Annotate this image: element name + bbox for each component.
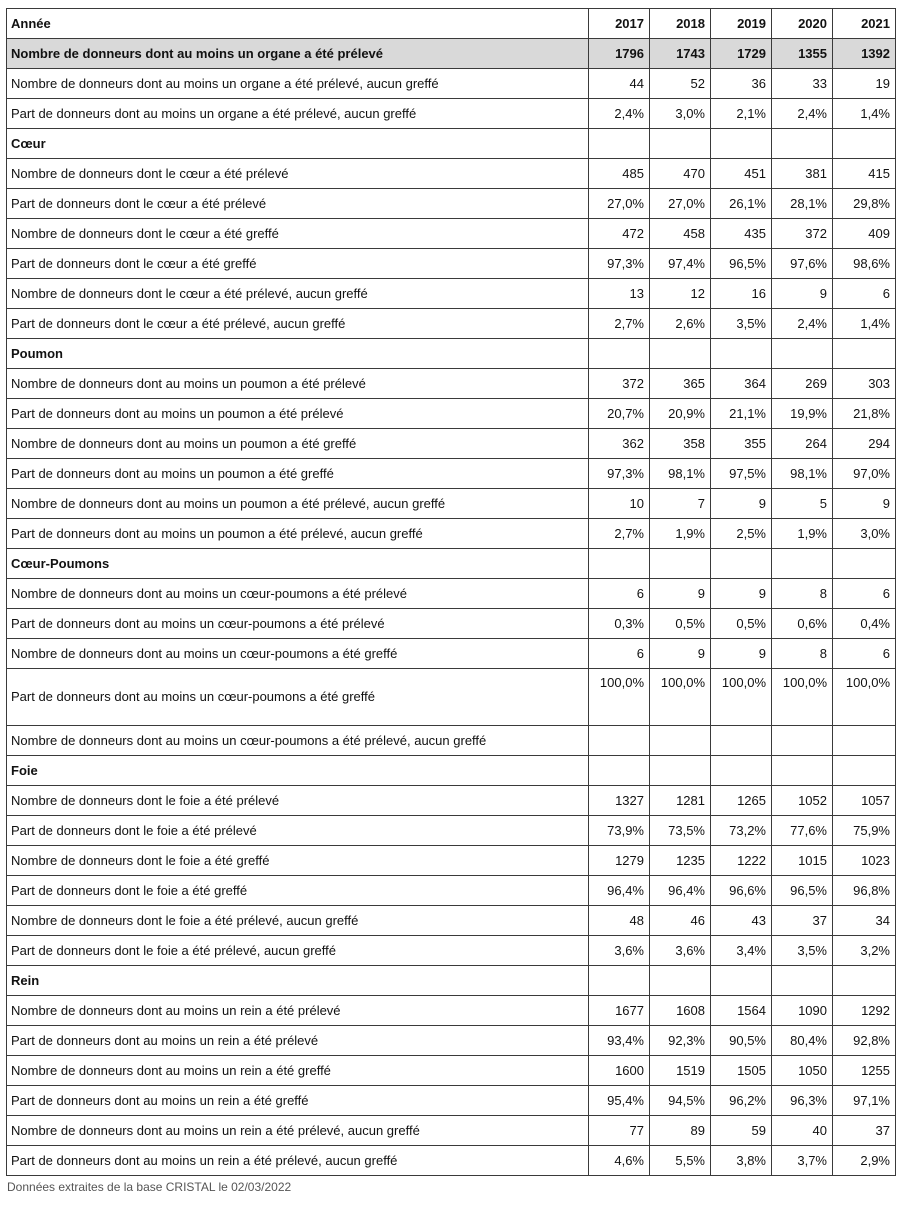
section-row xyxy=(7,966,896,996)
total-row xyxy=(7,39,896,69)
value-cell: 96,4% xyxy=(589,876,650,906)
value-cell: 98,1% xyxy=(772,459,833,489)
table-row xyxy=(7,1056,896,1086)
value-cell xyxy=(711,726,772,756)
value-cell: 3,0% xyxy=(833,519,896,549)
value-cell: 16 xyxy=(711,279,772,309)
table-row xyxy=(7,189,896,219)
value-cell: 1519 xyxy=(650,1056,711,1086)
value-cell: 27,0% xyxy=(589,189,650,219)
value-cell: 96,5% xyxy=(711,249,772,279)
table-row xyxy=(7,309,896,339)
value-cell: 37 xyxy=(833,1116,896,1146)
value-cell: 34 xyxy=(833,906,896,936)
value-cell: 6 xyxy=(833,639,896,669)
value-cell xyxy=(772,966,833,996)
value-cell: 43 xyxy=(711,906,772,936)
value-cell: 96,8% xyxy=(833,876,896,906)
value-cell: 1,4% xyxy=(833,309,896,339)
document xyxy=(6,8,895,1194)
value-cell: 92,8% xyxy=(833,1026,896,1056)
value-cell: 1050 xyxy=(772,1056,833,1086)
row-label: Part de donneurs dont le cœur a été prélevé xyxy=(7,189,589,219)
value-cell: 46 xyxy=(650,906,711,936)
value-cell: 100,0% xyxy=(833,669,896,726)
row-label: Part de donneurs dont le foie a été prélevé, aucun greffé xyxy=(7,936,589,966)
value-cell: 98,1% xyxy=(650,459,711,489)
value-cell: 1279 xyxy=(589,846,650,876)
value-cell: 97,4% xyxy=(650,249,711,279)
row-label: Nombre de donneurs dont au moins un cœur-poumons a été prélevé xyxy=(7,579,589,609)
donor-statistics-table xyxy=(6,8,896,1176)
value-cell xyxy=(650,549,711,579)
value-cell xyxy=(833,756,896,786)
value-cell: 28,1% xyxy=(772,189,833,219)
value-cell: 1505 xyxy=(711,1056,772,1086)
value-cell: 372 xyxy=(772,219,833,249)
section-row xyxy=(7,339,896,369)
value-cell: 1235 xyxy=(650,846,711,876)
header-year: 2021 xyxy=(833,9,896,39)
value-cell: 470 xyxy=(650,159,711,189)
value-cell: 355 xyxy=(711,429,772,459)
row-label: Nombre de donneurs dont au moins un rein a été prélevé, aucun greffé xyxy=(7,1116,589,1146)
value-cell: 52 xyxy=(650,69,711,99)
value-cell: 19 xyxy=(833,69,896,99)
value-cell: 73,9% xyxy=(589,816,650,846)
row-label: Nombre de donneurs dont au moins un poumon a été prélevé, aucun greffé xyxy=(7,489,589,519)
value-cell xyxy=(711,129,772,159)
value-cell xyxy=(650,339,711,369)
value-cell: 37 xyxy=(772,906,833,936)
row-label: Nombre de donneurs dont le foie a été greffé xyxy=(7,846,589,876)
value-cell: 1090 xyxy=(772,996,833,1026)
row-label: Part de donneurs dont le foie a été prélevé xyxy=(7,816,589,846)
value-cell: 1327 xyxy=(589,786,650,816)
value-cell: 2,7% xyxy=(589,309,650,339)
value-cell: 48 xyxy=(589,906,650,936)
value-cell: 21,1% xyxy=(711,399,772,429)
header-year: 2020 xyxy=(772,9,833,39)
value-cell: 0,3% xyxy=(589,609,650,639)
value-cell xyxy=(589,129,650,159)
value-cell: 1255 xyxy=(833,1056,896,1086)
value-cell: 6 xyxy=(589,639,650,669)
value-cell: 33 xyxy=(772,69,833,99)
section-row xyxy=(7,129,896,159)
value-cell xyxy=(711,756,772,786)
value-cell: 3,5% xyxy=(711,309,772,339)
value-cell: 1743 xyxy=(650,39,711,69)
header-label: Année xyxy=(7,9,589,39)
value-cell: 96,6% xyxy=(711,876,772,906)
value-cell: 89 xyxy=(650,1116,711,1146)
value-cell: 12 xyxy=(650,279,711,309)
value-cell: 9 xyxy=(711,579,772,609)
value-cell: 0,5% xyxy=(650,609,711,639)
value-cell: 451 xyxy=(711,159,772,189)
value-cell xyxy=(772,549,833,579)
value-cell: 1392 xyxy=(833,39,896,69)
value-cell xyxy=(589,966,650,996)
value-cell: 97,3% xyxy=(589,249,650,279)
value-cell: 90,5% xyxy=(711,1026,772,1056)
value-cell: 2,5% xyxy=(711,519,772,549)
row-label: Part de donneurs dont au moins un cœur-poumons a été greffé xyxy=(7,669,589,726)
value-cell: 59 xyxy=(711,1116,772,1146)
row-label: Part de donneurs dont le cœur a été greffé xyxy=(7,249,589,279)
row-label: Nombre de donneurs dont au moins un organe a été prélevé, aucun greffé xyxy=(7,69,589,99)
value-cell: 13 xyxy=(589,279,650,309)
section-title: Cœur-Poumons xyxy=(7,549,589,579)
value-cell: 472 xyxy=(589,219,650,249)
table-row xyxy=(7,159,896,189)
value-cell: 1600 xyxy=(589,1056,650,1086)
value-cell: 97,6% xyxy=(772,249,833,279)
table-row xyxy=(7,489,896,519)
value-cell xyxy=(589,726,650,756)
row-label: Nombre de donneurs dont le cœur a été prélevé xyxy=(7,159,589,189)
section-title: Rein xyxy=(7,966,589,996)
table-row xyxy=(7,996,896,1026)
value-cell: 7 xyxy=(650,489,711,519)
table-header-row xyxy=(7,9,896,39)
value-cell: 44 xyxy=(589,69,650,99)
value-cell xyxy=(650,129,711,159)
row-label: Nombre de donneurs dont au moins un organe a été prélevé xyxy=(7,39,589,69)
value-cell: 6 xyxy=(833,279,896,309)
value-cell: 10 xyxy=(589,489,650,519)
value-cell: 294 xyxy=(833,429,896,459)
value-cell: 1677 xyxy=(589,996,650,1026)
value-cell: 3,5% xyxy=(772,936,833,966)
row-label: Nombre de donneurs dont au moins un cœur-poumons a été greffé xyxy=(7,639,589,669)
table-row xyxy=(7,99,896,129)
value-cell: 372 xyxy=(589,369,650,399)
value-cell: 97,0% xyxy=(833,459,896,489)
value-cell: 1,4% xyxy=(833,99,896,129)
value-cell: 3,6% xyxy=(650,936,711,966)
table-row xyxy=(7,609,896,639)
value-cell: 75,9% xyxy=(833,816,896,846)
table-row xyxy=(7,429,896,459)
value-cell: 97,5% xyxy=(711,459,772,489)
table-row xyxy=(7,669,896,726)
value-cell: 100,0% xyxy=(711,669,772,726)
table-row xyxy=(7,876,896,906)
table-row xyxy=(7,906,896,936)
value-cell: 1057 xyxy=(833,786,896,816)
table-row xyxy=(7,69,896,99)
table-row xyxy=(7,1146,896,1176)
value-cell: 100,0% xyxy=(589,669,650,726)
table-row xyxy=(7,399,896,429)
value-cell: 9 xyxy=(650,579,711,609)
table-row xyxy=(7,459,896,489)
value-cell xyxy=(772,726,833,756)
table-row xyxy=(7,1116,896,1146)
value-cell: 358 xyxy=(650,429,711,459)
value-cell: 20,9% xyxy=(650,399,711,429)
value-cell: 1052 xyxy=(772,786,833,816)
value-cell: 6 xyxy=(833,579,896,609)
value-cell: 381 xyxy=(772,159,833,189)
value-cell: 2,9% xyxy=(833,1146,896,1176)
value-cell xyxy=(650,966,711,996)
value-cell: 364 xyxy=(711,369,772,399)
value-cell: 92,3% xyxy=(650,1026,711,1056)
value-cell: 21,8% xyxy=(833,399,896,429)
section-row xyxy=(7,549,896,579)
table-row xyxy=(7,579,896,609)
value-cell: 0,6% xyxy=(772,609,833,639)
value-cell: 362 xyxy=(589,429,650,459)
header-year: 2018 xyxy=(650,9,711,39)
value-cell: 2,1% xyxy=(711,99,772,129)
value-cell: 485 xyxy=(589,159,650,189)
value-cell: 415 xyxy=(833,159,896,189)
value-cell xyxy=(833,129,896,159)
value-cell: 409 xyxy=(833,219,896,249)
value-cell: 0,5% xyxy=(711,609,772,639)
section-row xyxy=(7,756,896,786)
value-cell: 5 xyxy=(772,489,833,519)
value-cell: 435 xyxy=(711,219,772,249)
value-cell: 1608 xyxy=(650,996,711,1026)
table-row xyxy=(7,1026,896,1056)
section-title: Foie xyxy=(7,756,589,786)
row-label: Nombre de donneurs dont au moins un poumon a été greffé xyxy=(7,429,589,459)
value-cell: 26,1% xyxy=(711,189,772,219)
value-cell xyxy=(772,756,833,786)
value-cell: 3,4% xyxy=(711,936,772,966)
row-label: Part de donneurs dont au moins un rein a été greffé xyxy=(7,1086,589,1116)
value-cell: 1023 xyxy=(833,846,896,876)
value-cell: 6 xyxy=(589,579,650,609)
table-row xyxy=(7,786,896,816)
value-cell: 19,9% xyxy=(772,399,833,429)
value-cell: 9 xyxy=(772,279,833,309)
table-row xyxy=(7,1086,896,1116)
value-cell xyxy=(833,726,896,756)
row-label: Part de donneurs dont le foie a été greffé xyxy=(7,876,589,906)
section-title: Cœur xyxy=(7,129,589,159)
value-cell: 2,4% xyxy=(589,99,650,129)
value-cell xyxy=(650,756,711,786)
value-cell: 40 xyxy=(772,1116,833,1146)
table-row xyxy=(7,639,896,669)
value-cell: 303 xyxy=(833,369,896,399)
row-label: Part de donneurs dont au moins un poumon a été prélevé, aucun greffé xyxy=(7,519,589,549)
value-cell: 264 xyxy=(772,429,833,459)
row-label: Part de donneurs dont au moins un poumon a été prélevé xyxy=(7,399,589,429)
value-cell: 2,4% xyxy=(772,309,833,339)
value-cell: 1,9% xyxy=(772,519,833,549)
value-cell: 1292 xyxy=(833,996,896,1026)
row-label: Part de donneurs dont le cœur a été prélevé, aucun greffé xyxy=(7,309,589,339)
value-cell: 1,9% xyxy=(650,519,711,549)
value-cell: 95,4% xyxy=(589,1086,650,1116)
value-cell xyxy=(650,726,711,756)
table-body xyxy=(7,39,896,1176)
value-cell xyxy=(711,549,772,579)
section-title: Poumon xyxy=(7,339,589,369)
value-cell: 96,4% xyxy=(650,876,711,906)
value-cell: 3,8% xyxy=(711,1146,772,1176)
table-row xyxy=(7,519,896,549)
row-label: Part de donneurs dont au moins un organe a été prélevé, aucun greffé xyxy=(7,99,589,129)
table-row xyxy=(7,279,896,309)
value-cell: 5,5% xyxy=(650,1146,711,1176)
value-cell: 20,7% xyxy=(589,399,650,429)
value-cell: 77 xyxy=(589,1116,650,1146)
value-cell: 2,4% xyxy=(772,99,833,129)
value-cell xyxy=(772,339,833,369)
value-cell xyxy=(711,966,772,996)
value-cell: 80,4% xyxy=(772,1026,833,1056)
table-row xyxy=(7,249,896,279)
value-cell: 2,6% xyxy=(650,309,711,339)
value-cell: 1796 xyxy=(589,39,650,69)
value-cell: 0,4% xyxy=(833,609,896,639)
value-cell xyxy=(711,339,772,369)
value-cell: 3,0% xyxy=(650,99,711,129)
value-cell: 458 xyxy=(650,219,711,249)
value-cell: 3,2% xyxy=(833,936,896,966)
table-row xyxy=(7,219,896,249)
row-label: Nombre de donneurs dont le cœur a été prélevé, aucun greffé xyxy=(7,279,589,309)
value-cell xyxy=(833,966,896,996)
value-cell: 9 xyxy=(650,639,711,669)
value-cell: 93,4% xyxy=(589,1026,650,1056)
value-cell: 2,7% xyxy=(589,519,650,549)
value-cell: 1265 xyxy=(711,786,772,816)
row-label: Nombre de donneurs dont au moins un poumon a été prélevé xyxy=(7,369,589,399)
value-cell: 3,6% xyxy=(589,936,650,966)
table-row xyxy=(7,816,896,846)
value-cell: 96,2% xyxy=(711,1086,772,1116)
value-cell: 1015 xyxy=(772,846,833,876)
value-cell: 77,6% xyxy=(772,816,833,846)
value-cell: 9 xyxy=(711,489,772,519)
value-cell: 9 xyxy=(833,489,896,519)
table-row xyxy=(7,726,896,756)
value-cell: 98,6% xyxy=(833,249,896,279)
header-year: 2017 xyxy=(589,9,650,39)
row-label: Nombre de donneurs dont au moins un rein a été prélevé xyxy=(7,996,589,1026)
value-cell: 36 xyxy=(711,69,772,99)
value-cell xyxy=(589,756,650,786)
row-label: Part de donneurs dont au moins un rein a été prélevé xyxy=(7,1026,589,1056)
row-label: Nombre de donneurs dont le foie a été prélevé, aucun greffé xyxy=(7,906,589,936)
value-cell: 100,0% xyxy=(650,669,711,726)
value-cell: 9 xyxy=(711,639,772,669)
value-cell: 8 xyxy=(772,639,833,669)
value-cell: 1355 xyxy=(772,39,833,69)
value-cell: 96,3% xyxy=(772,1086,833,1116)
value-cell: 96,5% xyxy=(772,876,833,906)
row-label: Part de donneurs dont au moins un rein a été prélevé, aucun greffé xyxy=(7,1146,589,1176)
value-cell: 8 xyxy=(772,579,833,609)
source-footnote: Données extraites de la base CRISTAL le 02/03/2022 xyxy=(7,1180,292,1194)
value-cell: 100,0% xyxy=(772,669,833,726)
row-label: Nombre de donneurs dont le foie a été prélevé xyxy=(7,786,589,816)
value-cell: 73,2% xyxy=(711,816,772,846)
row-label: Nombre de donneurs dont au moins un rein a été greffé xyxy=(7,1056,589,1086)
header-year: 2019 xyxy=(711,9,772,39)
row-label: Nombre de donneurs dont au moins un cœur-poumons a été prélevé, aucun greffé xyxy=(7,726,589,756)
row-label: Part de donneurs dont au moins un poumon a été greffé xyxy=(7,459,589,489)
value-cell: 94,5% xyxy=(650,1086,711,1116)
value-cell: 73,5% xyxy=(650,816,711,846)
value-cell: 3,7% xyxy=(772,1146,833,1176)
value-cell: 97,1% xyxy=(833,1086,896,1116)
value-cell xyxy=(589,339,650,369)
value-cell: 365 xyxy=(650,369,711,399)
value-cell: 27,0% xyxy=(650,189,711,219)
value-cell xyxy=(589,549,650,579)
table-row xyxy=(7,369,896,399)
table-row xyxy=(7,846,896,876)
value-cell: 29,8% xyxy=(833,189,896,219)
value-cell xyxy=(833,549,896,579)
value-cell: 1222 xyxy=(711,846,772,876)
value-cell: 1729 xyxy=(711,39,772,69)
value-cell xyxy=(772,129,833,159)
row-label: Nombre de donneurs dont le cœur a été greffé xyxy=(7,219,589,249)
value-cell: 1564 xyxy=(711,996,772,1026)
value-cell: 4,6% xyxy=(589,1146,650,1176)
value-cell: 1281 xyxy=(650,786,711,816)
value-cell xyxy=(833,339,896,369)
value-cell: 97,3% xyxy=(589,459,650,489)
value-cell: 269 xyxy=(772,369,833,399)
table-row xyxy=(7,936,896,966)
row-label: Part de donneurs dont au moins un cœur-poumons a été prélevé xyxy=(7,609,589,639)
